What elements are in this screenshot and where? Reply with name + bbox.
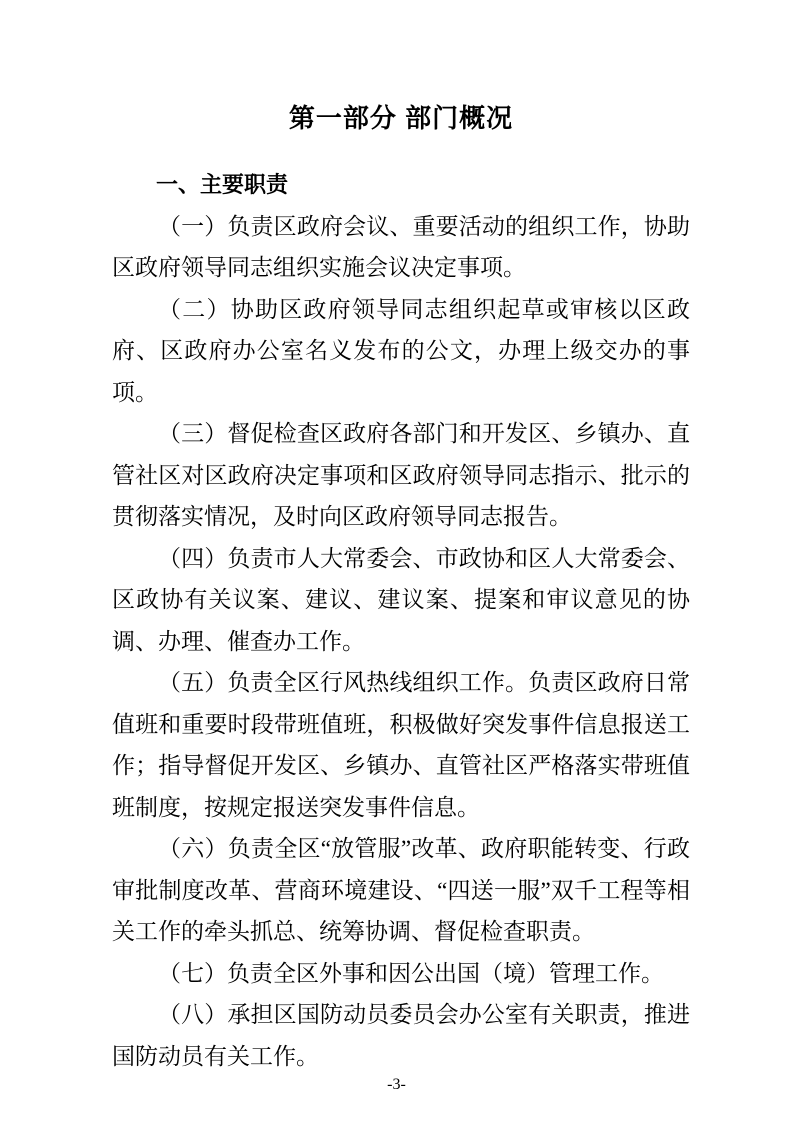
duty-paragraph-1: （一）负责区政府会议、重要活动的组织工作，协助区政府领导同志组织实施会议决定事项。 bbox=[112, 213, 690, 280]
duty-paragraph-6: （六）负责全区“放管服”改革、政府职能转变、行政审批制度改革、营商环境建设、“四送一服”双千工程等相关工作的牵头抓总、统筹协调、督促检查职责。 bbox=[112, 836, 690, 944]
duty-paragraph-2: （二）协助区政府领导同志组织起草或审核以区政府、区政府办公室名义发布的公文，办理上级交办的事项。 bbox=[112, 296, 690, 405]
duty-paragraph-4: （四）负责市人大常委会、市政协和区人大常委会、区政协有关议案、建议、建议案、提案和审议意见的协调、办理、催查办工作。 bbox=[112, 545, 690, 654]
document-title: 第一部分 部门概况 bbox=[288, 103, 514, 133]
duty-paragraph-5: （五）负责全区行风热线组织工作。负责区政府日常值班和重要时段带班值班，积极做好突发事件信息报送工作；指导督促开发区、乡镇办、直管社区严格落实带班值班制度，按规定报送突发事件信息。 bbox=[112, 670, 690, 820]
section-heading-main-duties: 一、主要职责 bbox=[156, 172, 289, 197]
duty-paragraph-8: （八）承担区国防动员委员会办公室有关职责，推进国防动员有关工作。 bbox=[112, 1002, 690, 1069]
document-content bbox=[112, 99, 690, 1077]
duty-paragraph-3: （三）督促检查区政府各部门和开发区、乡镇办、直管社区对区政府决定事项和区政府领导同志指示、批示的贯彻落实情况，及时向区政府领导同志报告。 bbox=[112, 421, 690, 529]
duty-paragraph-7: （七）负责全区外事和因公出国（境）管理工作。 bbox=[158, 960, 664, 986]
page-number: -3- bbox=[387, 1076, 406, 1093]
